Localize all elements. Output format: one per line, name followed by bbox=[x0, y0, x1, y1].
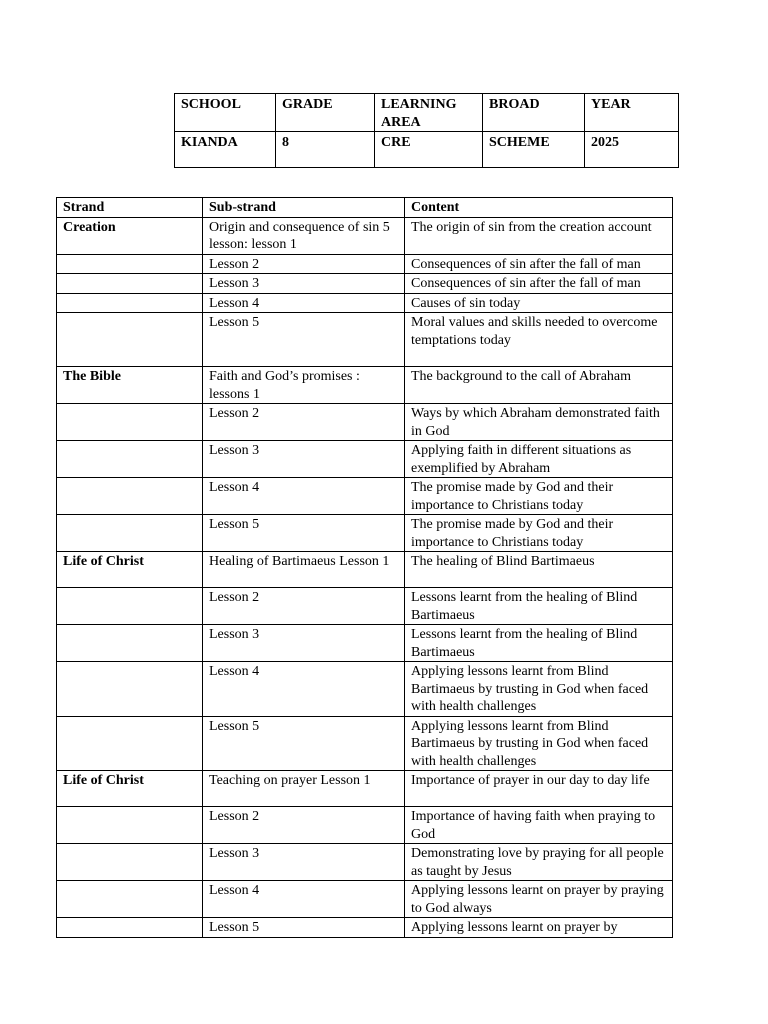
table-row bbox=[57, 313, 673, 367]
content-cell: Applying lessons learnt from Blind Bartimaeus by trusting in God when faced with health challenges bbox=[405, 662, 673, 717]
strand-cell bbox=[57, 441, 203, 478]
scheme-body bbox=[57, 217, 673, 937]
header-value-broad: SCHEME bbox=[483, 132, 585, 168]
header-table bbox=[174, 93, 679, 168]
sub-strand-cell: Lesson 5 bbox=[203, 716, 405, 771]
sub-strand-cell: Lesson 2 bbox=[203, 588, 405, 625]
table-row bbox=[57, 588, 673, 625]
content-cell: Lessons learnt from the healing of Blind Bartimaeus bbox=[405, 588, 673, 625]
content-cell: Moral values and skills needed to overcome temptations today bbox=[405, 313, 673, 367]
content-cell: Causes of sin today bbox=[405, 293, 673, 313]
strand-cell bbox=[57, 515, 203, 552]
content-cell: Consequences of sin after the fall of man bbox=[405, 274, 673, 294]
sub-strand-cell: Lesson 3 bbox=[203, 274, 405, 294]
sub-strand-cell: Lesson 4 bbox=[203, 293, 405, 313]
table-row bbox=[57, 662, 673, 717]
strand-cell bbox=[57, 662, 203, 717]
sub-strand-cell: Lesson 3 bbox=[203, 441, 405, 478]
strand-cell bbox=[57, 716, 203, 771]
strand-cell bbox=[57, 293, 203, 313]
table-row bbox=[57, 771, 673, 807]
table-row bbox=[57, 274, 673, 294]
content-cell: Applying lessons learnt on prayer by bbox=[405, 918, 673, 938]
header-label-school: SCHOOL bbox=[175, 94, 276, 132]
header-label-grade: GRADE bbox=[276, 94, 375, 132]
strand-cell bbox=[57, 588, 203, 625]
strand-cell bbox=[57, 844, 203, 881]
table-row bbox=[57, 625, 673, 662]
strand-cell bbox=[57, 404, 203, 441]
column-header-content: Content bbox=[405, 198, 673, 218]
header-values-row bbox=[175, 132, 679, 168]
sub-strand-cell: Teaching on prayer Lesson 1 bbox=[203, 771, 405, 807]
strand-cell bbox=[57, 313, 203, 367]
table-row bbox=[57, 367, 673, 404]
strand-cell bbox=[57, 918, 203, 938]
content-cell: Consequences of sin after the fall of man bbox=[405, 254, 673, 274]
sub-strand-cell: Lesson 4 bbox=[203, 881, 405, 918]
strand-cell: Creation bbox=[57, 217, 203, 254]
column-header-sub-strand: Sub-strand bbox=[203, 198, 405, 218]
content-cell: Lessons learnt from the healing of Blind Bartimaeus bbox=[405, 625, 673, 662]
header-value-learning-area: CRE bbox=[375, 132, 483, 168]
header-label-broad: BROAD bbox=[483, 94, 585, 132]
sub-strand-cell: Lesson 4 bbox=[203, 478, 405, 515]
sub-strand-cell: Lesson 2 bbox=[203, 807, 405, 844]
strand-cell: The Bible bbox=[57, 367, 203, 404]
table-row bbox=[57, 217, 673, 254]
sub-strand-cell: Lesson 5 bbox=[203, 515, 405, 552]
strand-cell: Life of Christ bbox=[57, 771, 203, 807]
content-cell: Ways by which Abraham demonstrated faith in God bbox=[405, 404, 673, 441]
table-row bbox=[57, 552, 673, 588]
content-cell: The promise made by God and their importance to Christians today bbox=[405, 478, 673, 515]
header-value-school: KIANDA bbox=[175, 132, 276, 168]
strand-cell: Life of Christ bbox=[57, 552, 203, 588]
strand-cell bbox=[57, 254, 203, 274]
table-row bbox=[57, 515, 673, 552]
sub-strand-cell: Lesson 5 bbox=[203, 918, 405, 938]
table-row bbox=[57, 807, 673, 844]
sub-strand-cell: Lesson 2 bbox=[203, 404, 405, 441]
table-row bbox=[57, 881, 673, 918]
table-row bbox=[57, 716, 673, 771]
table-row bbox=[57, 478, 673, 515]
table-row bbox=[57, 404, 673, 441]
column-header-strand: Strand bbox=[57, 198, 203, 218]
content-cell: The healing of Blind Bartimaeus bbox=[405, 552, 673, 588]
strand-cell bbox=[57, 807, 203, 844]
content-cell: The origin of sin from the creation account bbox=[405, 217, 673, 254]
content-cell: Importance of prayer in our day to day life bbox=[405, 771, 673, 807]
scheme-header-row bbox=[57, 198, 673, 218]
header-value-year: 2025 bbox=[585, 132, 679, 168]
sub-strand-cell: Healing of Bartimaeus Lesson 1 bbox=[203, 552, 405, 588]
header-value-grade: 8 bbox=[276, 132, 375, 168]
content-cell: Importance of having faith when praying to God bbox=[405, 807, 673, 844]
sub-strand-cell: Faith and God’s promises : lessons 1 bbox=[203, 367, 405, 404]
table-row bbox=[57, 844, 673, 881]
table-row bbox=[57, 254, 673, 274]
content-cell: Applying faith in different situations as exemplified by Abraham bbox=[405, 441, 673, 478]
header-label-learning-area: LEARNING AREA bbox=[375, 94, 483, 132]
sub-strand-cell: Lesson 5 bbox=[203, 313, 405, 367]
table-row bbox=[57, 918, 673, 938]
sub-strand-cell: Lesson 2 bbox=[203, 254, 405, 274]
content-cell: Applying lessons learnt from Blind Bartimaeus by trusting in God when faced with health challenges bbox=[405, 716, 673, 771]
strand-cell bbox=[57, 478, 203, 515]
strand-cell bbox=[57, 625, 203, 662]
content-cell: The promise made by God and their importance to Christians today bbox=[405, 515, 673, 552]
strand-cell bbox=[57, 274, 203, 294]
scheme-table bbox=[56, 197, 673, 938]
strand-cell bbox=[57, 881, 203, 918]
content-cell: Applying lessons learnt on prayer by praying to God always bbox=[405, 881, 673, 918]
content-cell: Demonstrating love by praying for all people as taught by Jesus bbox=[405, 844, 673, 881]
header-labels-row bbox=[175, 94, 679, 132]
sub-strand-cell: Origin and consequence of sin 5 lesson: lesson 1 bbox=[203, 217, 405, 254]
sub-strand-cell: Lesson 4 bbox=[203, 662, 405, 717]
sub-strand-cell: Lesson 3 bbox=[203, 844, 405, 881]
table-row bbox=[57, 293, 673, 313]
table-row bbox=[57, 441, 673, 478]
sub-strand-cell: Lesson 3 bbox=[203, 625, 405, 662]
content-cell: The background to the call of Abraham bbox=[405, 367, 673, 404]
header-label-year: YEAR bbox=[585, 94, 679, 132]
